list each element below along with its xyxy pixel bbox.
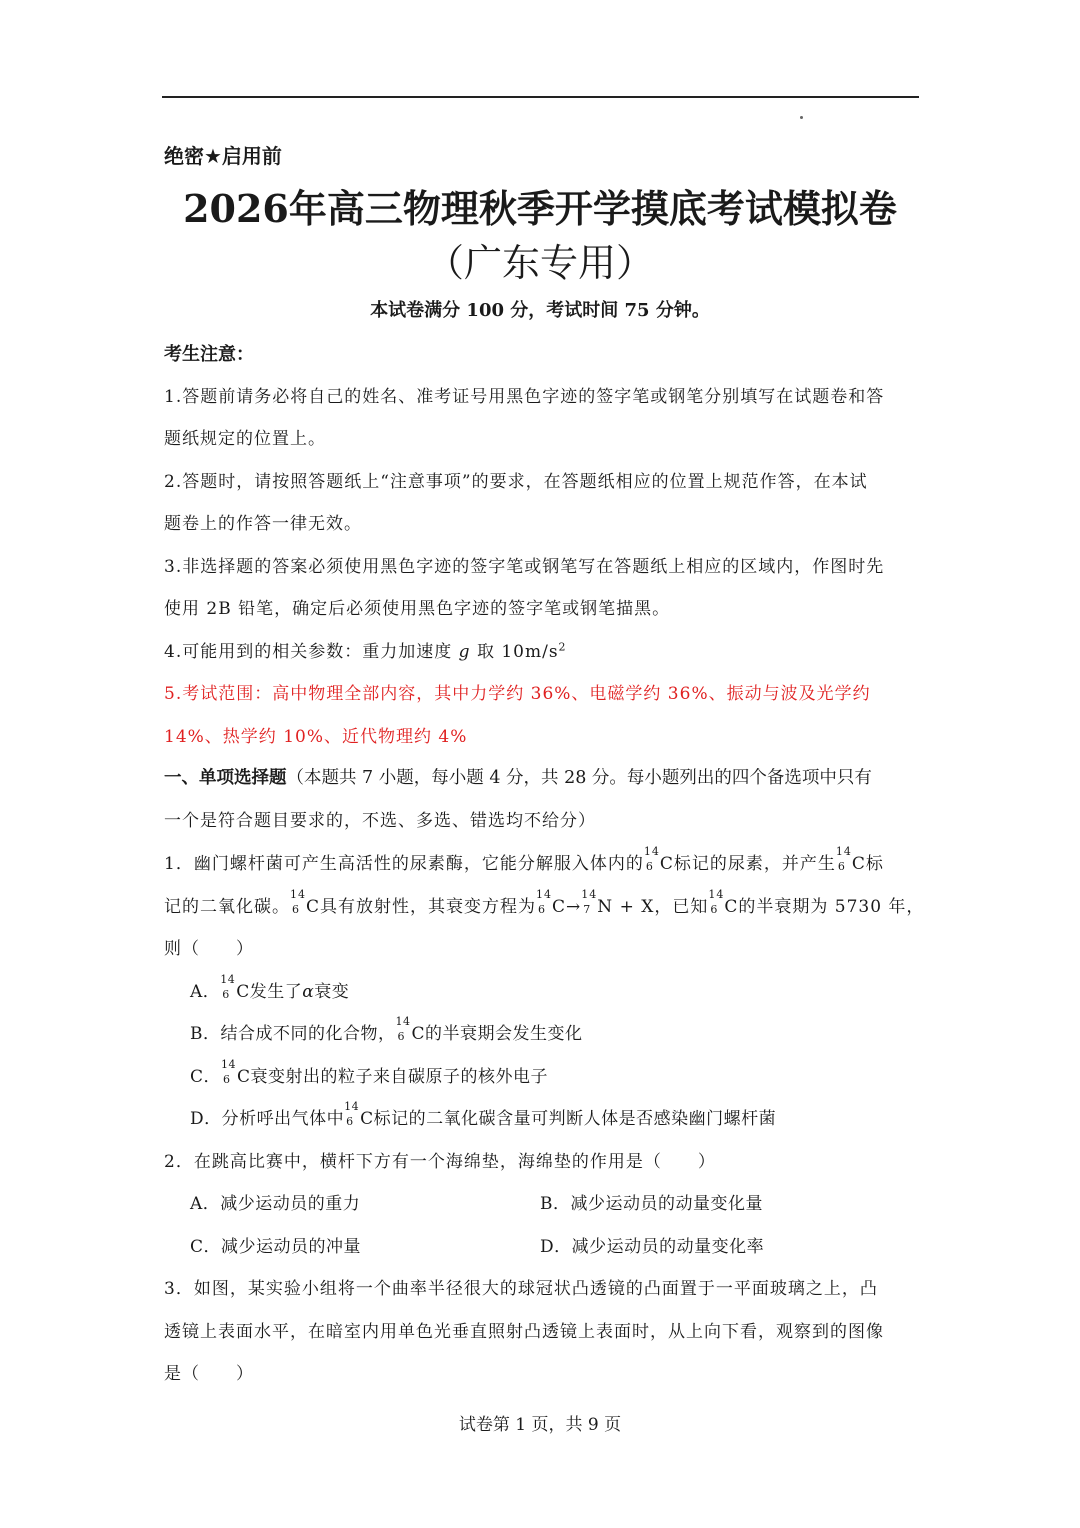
notice-text: 取 10m/s	[476, 642, 559, 662]
page-footer: 试卷第 1 页，共 9 页	[458, 1415, 622, 1435]
notice-line: 3.非选择题的答案必须使用黑色字迹的签字笔或钢笔写在答题纸上相应的区域内，作图时先	[164, 557, 885, 577]
notice-line-range: 14%、热学约 10%、近代物理约 4%	[164, 727, 468, 747]
page-title-region: （广东专用）	[425, 241, 654, 285]
notice-line: 使用 2B 铅笔，确定后必须使用黑色字迹的签字笔或钢笔描黑。	[164, 599, 671, 619]
alpha-symbol: α	[302, 982, 315, 1002]
speck	[800, 116, 803, 119]
option-a: A． 14 6 C发生了α衰变	[190, 973, 350, 1002]
notice-text: 4.可能用到的相关参数：重力加速度	[164, 642, 453, 662]
q-text: 标	[865, 854, 884, 874]
exponent: 2	[558, 640, 567, 654]
option-d: D．分析呼出气体中 14 6 C标记的二氧化碳含量可判断人体是否感染幽门螺杆菌	[190, 1100, 777, 1129]
isotope-c14: 14 6	[536, 888, 553, 916]
question-3-line: 是（ ）	[164, 1364, 254, 1384]
g-symbol: g	[458, 642, 471, 662]
question-3-line: 3．如图，某实验小组将一个曲率半径很大的球冠状凸透镜的凸面置于一平面玻璃之上，凸	[164, 1279, 878, 1299]
q-text: 标记的尿素，并产生	[673, 854, 836, 874]
question-3-line: 透镜上表面水平，在暗室内用单色光垂直照射凸透镜上表面时，从上向下看，观察到的图像	[164, 1322, 884, 1342]
notice-line: 2.答题时，请按照答题纸上“注意事项”的要求，在答题纸相应的位置上规范作答，在本试	[164, 472, 868, 492]
option-c: C．减少运动员的冲量	[190, 1237, 362, 1257]
section-desc-2: 一个是符合题目要求的，不选、多选、错选均不给分）	[164, 811, 596, 831]
isotope-n14: 14 7	[581, 888, 598, 916]
q-text: + X，已知	[619, 897, 709, 917]
section-heading	[164, 764, 872, 789]
notice-line: 题纸规定的位置上。	[164, 429, 326, 449]
isotope-c14: 14 6	[221, 1058, 237, 1086]
notice-line: 题卷上的作答一律无效。	[164, 514, 362, 534]
exam-info: 本试卷满分 100 分，考试时间 75 分钟。	[370, 300, 710, 321]
option-c: C． 14 6 C衰变射出的粒子来自碳原子的核外电子	[190, 1058, 549, 1087]
isotope-c14: 14 6	[290, 888, 306, 916]
secret-mark: 绝密★启用前	[164, 144, 282, 168]
notice-line: 1.答题前请务必将自己的姓名、准考证号用黑色字迹的签字笔或钢笔分别填写在试题卷和答	[164, 387, 885, 407]
section-title: 一、单项选择题	[164, 768, 287, 788]
page-title: 2026年高三物理秋季开学摸底考试模拟卷	[183, 186, 897, 231]
question-1-line: 1．幽门螺杆菌可产生高活性的尿素酶，它能分解服入体内的 14 6 C标记的尿素，并产生 14 6 C标	[164, 845, 884, 874]
q-text: 记的二氧化碳。	[164, 897, 290, 917]
option-b: B．结合成不同的化合物， 14 6 C的半衰期会发生变化	[190, 1015, 583, 1044]
notice-line-range: 5.考试范围：高中物理全部内容，其中力学约 36%、电磁学约 36%、振动与波及光学约	[164, 684, 871, 704]
isotope-c14: 14 6	[708, 888, 725, 916]
section-desc: （本题共 7 小题，每小题 4 分，共 28 分。每小题列出的四个备选项中只有	[286, 768, 872, 788]
q-text: 具有放射性，其衰变方程为	[320, 897, 537, 917]
option-d: D．减少运动员的动量变化率	[540, 1237, 765, 1257]
isotope-c14: 14 6	[395, 1015, 411, 1043]
notice-heading: 考生注意：	[164, 344, 254, 365]
question-1-line: 记的二氧化碳。 14 6 C具有放射性，其衰变方程为 14 6 C→ 14 7 N + X，已知 14 6 C的半衰期为 5730 年，	[164, 888, 925, 917]
q-text: 的半衰期为 5730 年，	[738, 897, 925, 917]
isotope-c14: 14 6	[344, 1100, 360, 1128]
isotope-c14: 14 6	[835, 845, 852, 873]
option-b: B．减少运动员的动量变化量	[540, 1194, 763, 1214]
option-a: A．减少运动员的重力	[190, 1194, 361, 1214]
question-2-stem: 2．在跳高比赛中，横杆下方有一个海绵垫，海绵垫的作用是（ ）	[164, 1152, 716, 1172]
q-text: 1．幽门螺杆菌可产生高活性的尿素酶，它能分解服入体内的	[164, 854, 644, 874]
isotope-c14: 14 6	[643, 845, 660, 873]
question-1-line: 则（ ）	[164, 939, 254, 959]
notice-line	[164, 637, 567, 662]
top-rule	[162, 96, 919, 98]
isotope-c14: 14 6	[220, 973, 236, 1001]
